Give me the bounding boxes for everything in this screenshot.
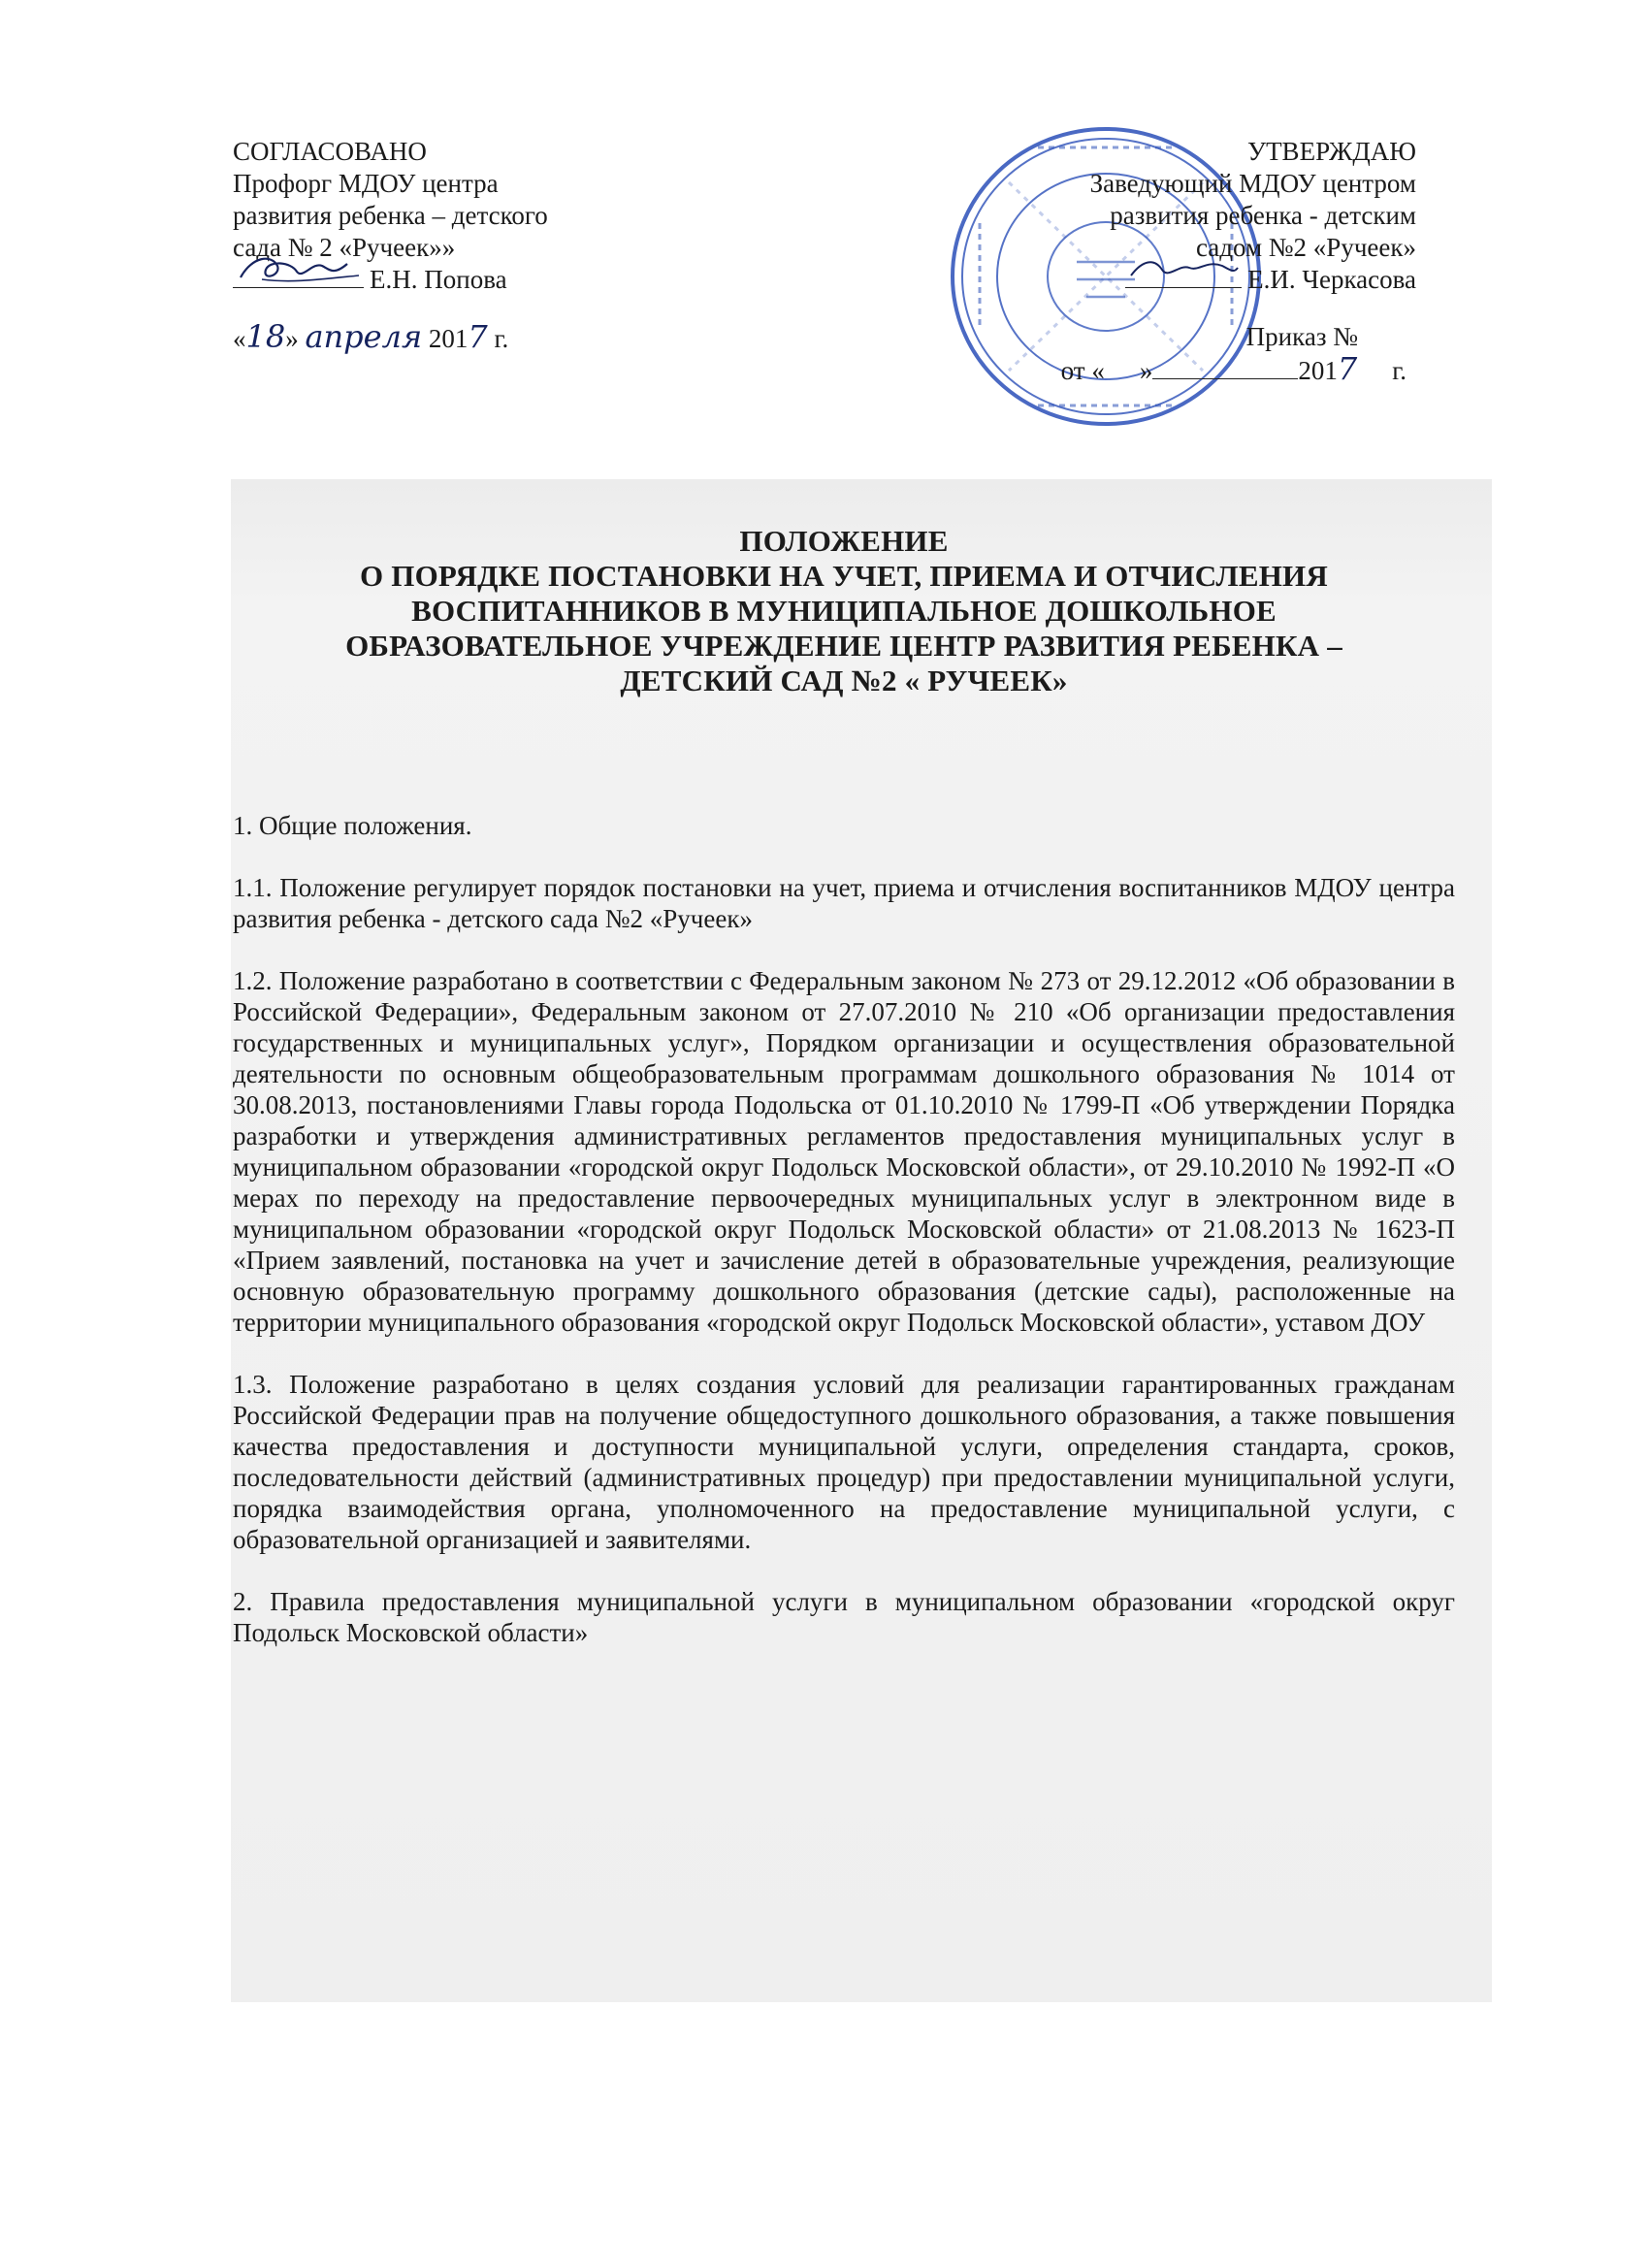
approval-approved-block [989,136,1416,387]
approved-signature-line [989,264,1416,296]
document-body [233,810,1455,1648]
approved-signer: Е.И. Черкасова [1247,265,1416,294]
paragraph-1-3: 1.3. Положение разработано в целях создания условий для реализации гарантированных гражданам Российской Федерации прав на получение общедоступного дошкольного образования, а также повышения качества предоставления и доступности муниципальной услуги, определения стандарта, сроков, последовательности действий (административных процедур) при предоставлении муниципальной услуги, порядка взаимодействия органа, уполномоченного на предоставление муниципальной услуги, с образовательной организацией и заявителями. [233,1370,1455,1554]
document-title [233,524,1455,698]
agreed-org-line1: развития ребенка – детского [233,201,548,230]
agreed-signature-line [233,264,660,296]
section-heading-2: 2. Правила предоставления муниципальной услуги в муниципальном образовании «городской округ Подольск Московской области» [233,1587,1455,1647]
approved-org-line2: садом №2 «Ручеек» [1195,233,1416,262]
signature-mark [1125,266,1242,288]
handwritten-signature-icon [233,250,364,289]
title-line-1: ПОЛОЖЕНИЕ [739,524,949,558]
agreed-org-line2: сада № 2 «Ручеек»» [233,233,456,262]
signature-mark [233,266,364,288]
agreed-heading: СОГЛАСОВАНО [233,137,427,166]
agreed-date-month: апреля [305,318,423,355]
title-line-4: ОБРАЗОВАТЕЛЬНОЕ УЧРЕЖДЕНИЕ ЦЕНТР РАЗВИТИЯ РЕБЕНКА – [345,629,1342,663]
title-line-5: ДЕТСКИЙ САД №2 « РУЧЕЕК» [620,664,1068,697]
agreed-signer: Е.Н. Попова [370,265,507,294]
section-heading-1: 1. Общие положения. [233,811,472,840]
approved-heading: УТВЕРЖДАЮ [1246,137,1416,166]
agreed-date: «18» апреля 2017 г. [233,318,509,355]
title-line-2: О ПОРЯДКЕ ПОСТАНОВКИ НА УЧЕТ, ПРИЕМА И ОТЧИСЛЕНИЯ [360,559,1328,593]
handwritten-signature-icon [1125,250,1242,289]
approved-date: от « » 2017 г. [1060,350,1406,387]
agreed-position: Профорг МДОУ центра [233,169,499,198]
approved-order: Приказ № [1245,322,1358,351]
approved-date-year-digit: 7 [1337,350,1358,387]
paragraph-1-1: 1.1. Положение регулирует порядок постановки на учет, приема и отчисления воспитанников МДОУ центра развития ребенка - детского сада №2 «Ручеек» [233,873,1455,933]
paragraph-1-2: 1.2. Положение разработано в соответствии с Федеральным законом № 273 от 29.12.2012 «Об образовании в Российской Федерации», Федеральным законом от 27.07.2010 № 210 «Об организации предоставления государственных и муниципальных услуг», Порядком организации и осуществления образовательной деятельности по основным общеобразовательным программам дошкольного образования № 1014 от 30.08.2013, постановлениями Главы города Подольска от 01.10.2010 № 1799-П «Об утверждении Порядка разработки и утверждения административных регламентов предоставления муниципальных услуг в муниципальном образовании «городской округ Подольск Московской области», от 29.10.2010 № 1992-П «О мерах по переходу на предоставление первоочередных муниципальных услуг в электронном виде в муниципальном образовании «городской округ Подольск Московской области» от 21.08.2013 № 1623-П «Прием заявлений, постановка на учет и зачисление детей в образовательные учреждения, реализующие основную образовательную программу дошкольного образования (детские сады), расположенные на территории муниципального образования «городской округ Подольск Московской области», уставом ДОУ [233,966,1455,1337]
agreed-date-day: 18 [245,318,286,355]
approval-agreed-block [233,136,660,355]
approved-position: Заведующий МДОУ центром [1089,169,1416,198]
agreed-date-year-digit: 7 [468,318,488,355]
title-line-3: ВОСПИТАННИКОВ В МУНИЦИПАЛЬНОЕ ДОШКОЛЬНОЕ [411,594,1277,628]
approved-org-line1: развития ребенка - детским [1110,201,1416,230]
